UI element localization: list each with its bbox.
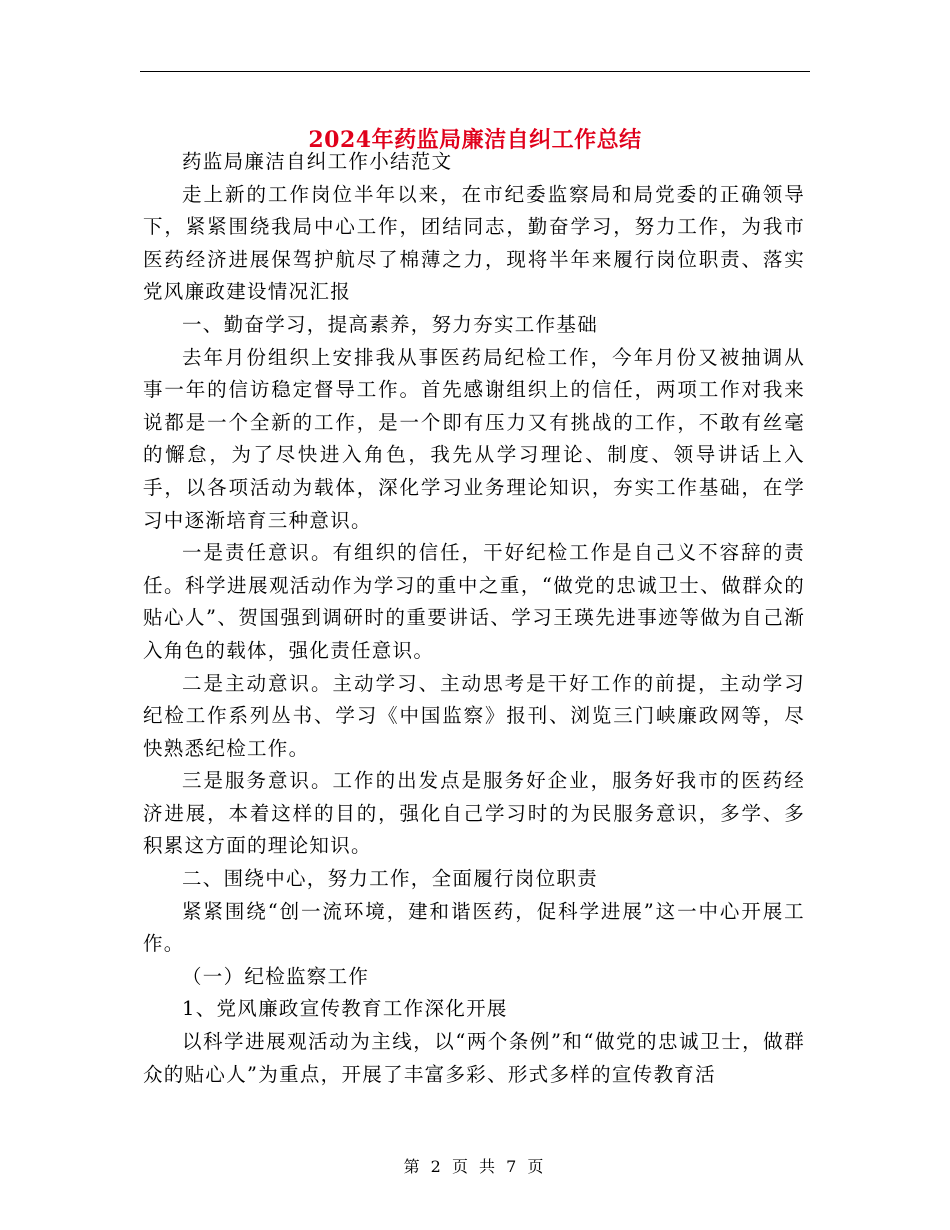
paragraph-service: 三是服务意识。工作的出发点是服务好企业，服务好我市的医药经济进展，本着这样的目的，强化自己学习时的为民服务意识，多学、多积累这方面的理论知识。	[143, 769, 805, 858]
paragraph-study: 去年月份组织上安排我从事医药局纪检工作，今年月份又被抽调从事一年的信访稳定督导工作。首先感谢组织上的信任，两项工作对我来说都是一个全新的工作，是一个即有压力又有挑战的工作，不敢有丝毫的懈怠，为了尽快进入角色，我先从学习理论、制度、领导讲话上入手，以各项活动为载体，深化学习业务理论知识，夯实工作基础，在学习中逐渐培育三种意识。	[143, 345, 805, 532]
paragraph-responsibility: 一是责任意识。有组织的信任，干好纪检工作是自己义不容辞的责任。科学进展观活动作为学习的重中之重，“做党的忠诚卫士、做群众的贴心人”、贺国强到调研时的重要讲话、学习王瑛先进事迹等做为自己渐入角色的载体，强化责任意识。	[143, 541, 805, 662]
document-title: 2024年药监局廉洁自纠工作总结	[308, 126, 642, 153]
document-body	[143, 146, 805, 1091]
paragraph-subtitle: 药监局廉洁自纠工作小结范文	[182, 150, 453, 173]
section-heading-1: 一、勤奋学习，提高素养，努力夯实工作基础	[182, 312, 599, 336]
paragraph-intro: 走上新的工作岗位半年以来，在市纪委监察局和局党委的正确领导下，紧紧围绕我局中心工作，团结同志，勤奋学习，努力工作，为我市医药经济进展保驾护航尽了棉薄之力，现将半年来履行岗位职责、落实党风廉政建设情况汇报	[143, 182, 805, 304]
section-heading-2: 二、围绕中心，努力工作，全面履行岗位职责	[182, 867, 599, 891]
paragraph-center-work: 紧紧围绕“创一流环境，建和谐医药，促科学进展”这一中心开展工作。	[143, 899, 805, 956]
paragraph-education: 以科学进展观活动为主线，以“两个条例”和“做党的忠诚卫士，做群众的贴心人”为重点，开展了丰富多彩、形式多样的宣传教育活	[143, 1030, 805, 1086]
page-number: 第 2 页 共 7 页	[403, 1157, 547, 1176]
subsection-heading: （一）纪检监察工作	[182, 964, 370, 988]
header-rule	[140, 71, 810, 72]
item-heading: 1、党风廉政宣传教育工作深化开展	[182, 997, 508, 1021]
paragraph-initiative: 二是主动意识。主动学习、主动思考是干好工作的前提，主动学习纪检工作系列丛书、学习《中国监察》报刊、浏览三门峡廉政网等，尽快熟悉纪检工作。	[143, 671, 805, 760]
